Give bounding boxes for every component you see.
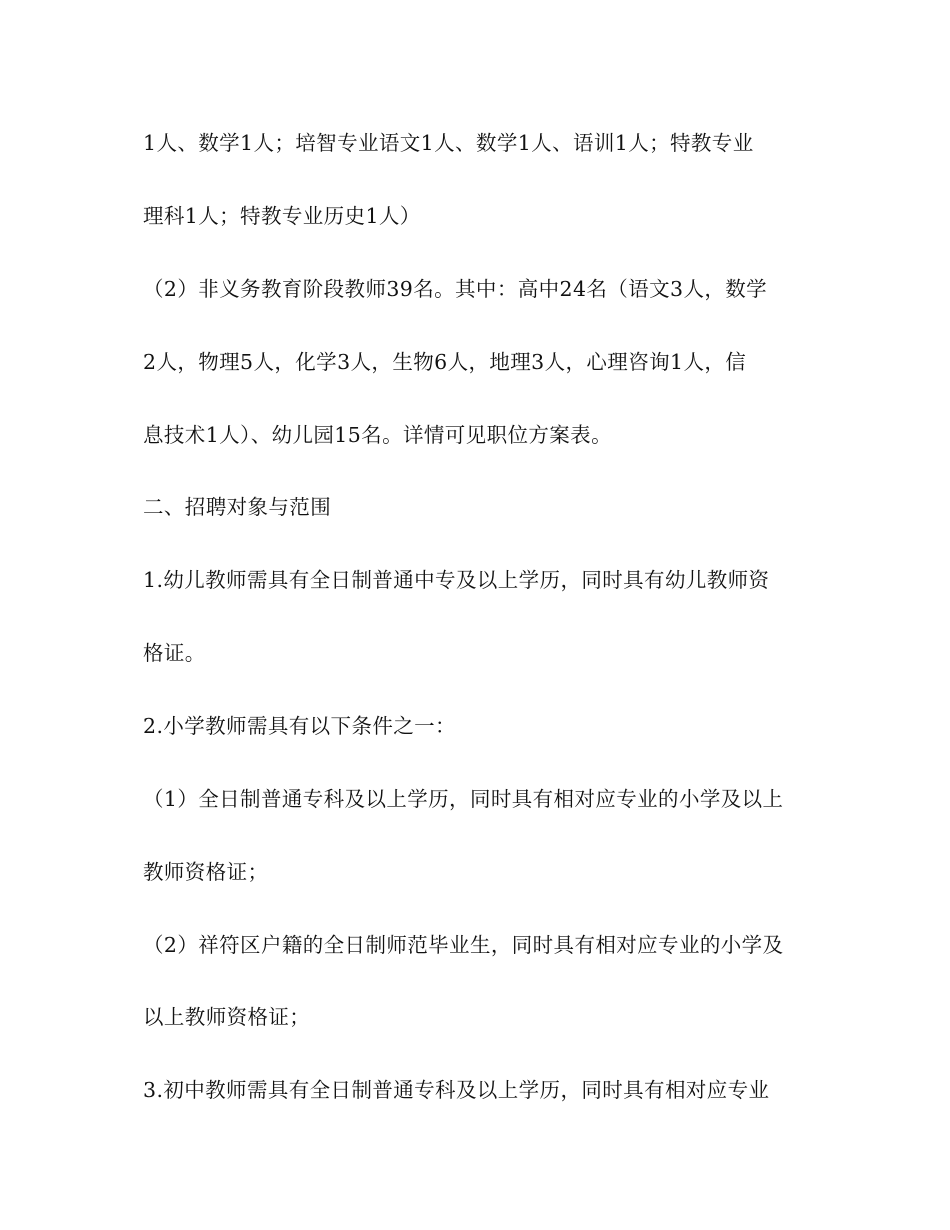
text-line: （1）全日制普通专科及以上学历，同时具有相对应专业的小学及以上 bbox=[143, 787, 784, 811]
text-line: 2人，物理5人，化学3人，生物6人，地理3人，心理咨询1人，信 bbox=[143, 350, 747, 374]
text-line: 以上教师资格证； bbox=[143, 1005, 311, 1029]
text-line: （2）非义务教育阶段教师39名。其中：高中24名（语文3人，数学 bbox=[143, 277, 768, 301]
text-line: （2）祥符区户籍的全日制师范毕业生，同时具有相对应专业的小学及 bbox=[143, 933, 784, 957]
section-heading: 二、招聘对象与范围 bbox=[143, 495, 332, 519]
text-line: 3.初中教师需具有全日制普通专科及以上学历，同时具有相对应专业 bbox=[143, 1078, 770, 1102]
text-line: 教师资格证； bbox=[143, 860, 269, 884]
text-line: 息技术1人）、幼儿园15名。详情可见职位方案表。 bbox=[143, 423, 612, 447]
text-line: 格证。 bbox=[143, 641, 206, 665]
text-line: 1.幼儿教师需具有全日制普通中专及以上学历，同时具有幼儿教师资 bbox=[143, 568, 770, 592]
text-line: 理科1人；特教专业历史1人） bbox=[143, 204, 421, 228]
text-line: 2.小学教师需具有以下条件之一： bbox=[143, 714, 456, 738]
text-line: 1人、数学1人；培智专业语文1人、数学1人、语训1人；特教专业 bbox=[143, 131, 754, 155]
